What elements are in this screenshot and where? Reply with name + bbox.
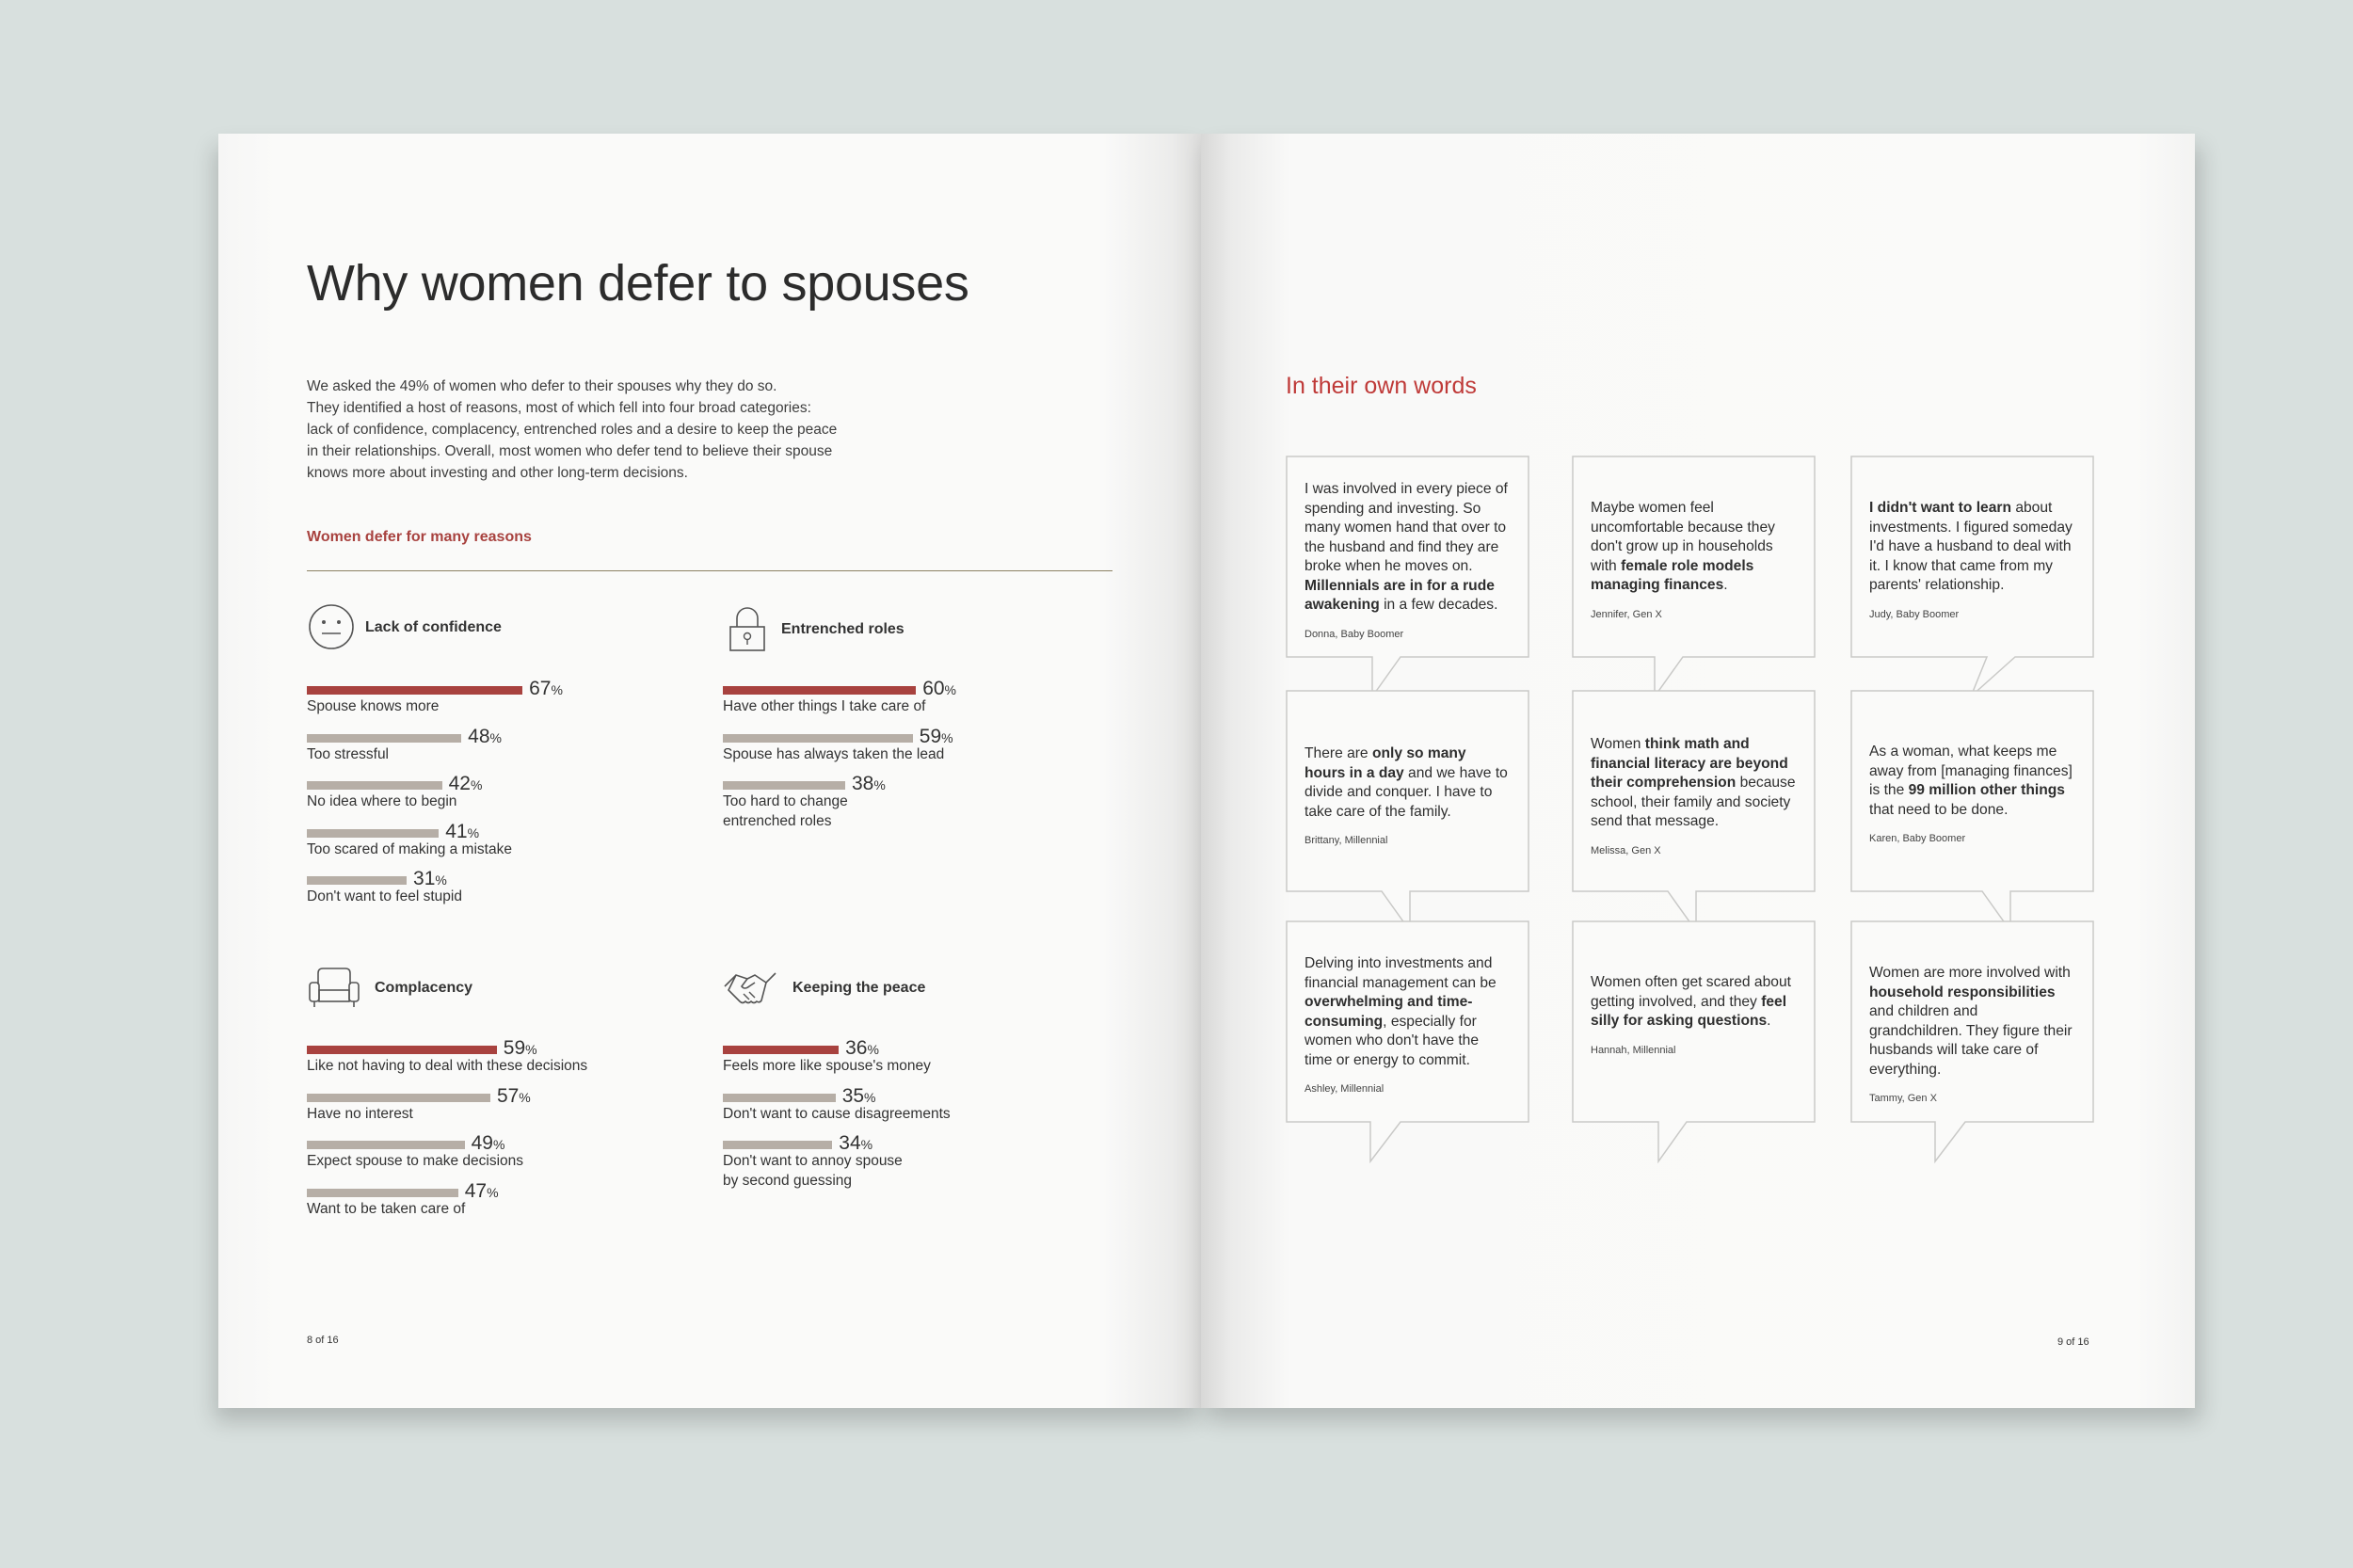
data-label: 31%: [413, 868, 447, 889]
data-label: 49%: [471, 1132, 505, 1154]
bar: [307, 1141, 465, 1149]
intro-paragraph: [307, 376, 890, 484]
intro-line: knows more about investing and other long-term decisions.: [307, 465, 688, 481]
quote-text: Women often get scared about getting involved, and they feel silly for asking questions.: [1591, 974, 1791, 1029]
quote-attribution: Tammy, Gen X: [1869, 1093, 1937, 1104]
speech-bubble: [1572, 920, 1817, 1165]
bar: [723, 686, 916, 695]
bar: [723, 1046, 839, 1054]
category-label: Want to be taken care of: [307, 1200, 466, 1217]
intro-line: We asked the 49% of women who defer to their spouses why they do so.: [307, 378, 777, 394]
bar: [307, 781, 442, 790]
intro-line: lack of confidence, complacency, entrenched roles and a desire to keep the peace: [307, 422, 838, 438]
bar: [723, 781, 845, 790]
category-label: No idea where to begin: [307, 793, 457, 809]
category-label: Like not having to deal with these decisions: [307, 1058, 588, 1074]
handshake-icon: [723, 962, 772, 1011]
data-label: 35%: [841, 1084, 876, 1107]
quote-attribution: Judy, Baby Boomer: [1869, 609, 1960, 620]
category-label: Spouse knows more: [307, 698, 440, 714]
category-label: Too hard to change entrenched roles: [723, 793, 848, 829]
bar: [307, 1046, 497, 1054]
bar: [307, 734, 461, 743]
data-label: 60%: [922, 678, 956, 699]
quote-attribution: Karen, Baby Boomer: [1869, 833, 1966, 844]
quote-attribution: Brittany, Millennial: [1305, 835, 1388, 846]
quotes-title: In their own words: [1286, 373, 1477, 399]
data-label: 67%: [529, 678, 563, 699]
data-label: 48%: [468, 725, 502, 747]
quote-text: I didn't want to learn about investments. I figured someday I'd have a husband to deal with it. I know that came from my parents' relationship.: [1869, 500, 2073, 593]
category-label: Don't want to cause disagreements: [723, 1105, 951, 1122]
category-label: Don't want to feel stupid: [307, 888, 462, 904]
category-label: Don't want to annoy spouse by second guessing: [723, 1153, 903, 1189]
quote-attribution: Jennifer, Gen X: [1591, 609, 1662, 620]
category-label: Have no interest: [307, 1105, 413, 1122]
bar: [307, 876, 407, 885]
bar: [307, 829, 439, 838]
data-label: 59%: [503, 1037, 537, 1059]
quote-attribution: Melissa, Gen X: [1591, 845, 1661, 856]
quote-attribution: Donna, Baby Boomer: [1305, 629, 1404, 640]
data-label: 38%: [851, 773, 886, 794]
category-label: Too stressful: [307, 745, 390, 762]
group-title-lack-of-confidence: Lack of confidence: [365, 619, 502, 635]
quote-attribution: Ashley, Millennial: [1305, 1083, 1385, 1095]
quote-text: Women are more involved with household responsibilities and children and grandchildren. They figure their husbands will take care of everything.: [1869, 965, 2073, 1078]
intro-line: They identified a host of reasons, most of which fell into four broad categories:: [307, 400, 811, 416]
data-label: 34%: [839, 1132, 873, 1154]
data-label: 59%: [919, 725, 953, 747]
quote-text: Maybe women feel uncomfortable because they don't grow up in households with female role models managing finances.: [1591, 500, 1775, 593]
bar: [307, 686, 522, 695]
category-label: Expect spouse to make decisions: [307, 1153, 524, 1169]
quote-text: As a woman, what keeps me away from [managing finances] is the 99 million other things that need to be done.: [1869, 744, 2073, 818]
group-title-keeping-the-peace: Keeping the peace: [792, 980, 926, 996]
padlock-icon: [723, 604, 772, 653]
bar: [307, 1094, 490, 1102]
page-number-left: 8 of 16: [307, 1335, 339, 1346]
category-label: Feels more like spouse's money: [723, 1058, 931, 1074]
data-label: 57%: [496, 1084, 531, 1107]
page-number-right: 9 of 16: [2057, 1336, 2089, 1348]
quote-text: I was involved in every piece of spending and investing. So many women hand that over to the husband and find they are broke when he moves on. Millennials are in for a rude awakening in a few decades.: [1305, 481, 1508, 613]
category-label: Too scared of making a mistake: [307, 840, 512, 857]
data-label: 42%: [448, 773, 483, 794]
group-title-complacency: Complacency: [375, 980, 473, 996]
page-title: Why women defer to spouses: [307, 255, 969, 312]
armchair-icon: [307, 962, 356, 1011]
group-title-entrenched-roles: Entrenched roles: [781, 621, 904, 637]
bar: [307, 1189, 458, 1197]
intro-line: in their relationships. Overall, most women who defer tend to believe their spouse: [307, 443, 833, 459]
neutral-face-icon: [307, 602, 356, 651]
divider-rule: [307, 570, 1112, 571]
data-label: 36%: [845, 1037, 879, 1059]
bar: [723, 1094, 836, 1102]
quote-text: There are only so many hours in a day and we have to divide and conquer. I have to take care of the family.: [1305, 745, 1508, 820]
category-label: Spouse has always taken the lead: [723, 745, 945, 762]
quote-text: Women think math and financial literacy are beyond their comprehension because school, their family and society send that message.: [1591, 736, 1796, 829]
data-label: 47%: [464, 1179, 499, 1202]
data-label: 41%: [445, 820, 480, 842]
quote-text: Delving into investments and financial management can be overwhelming and time-consuming, especially for women who don't have the time or energy to commit.: [1305, 955, 1497, 1068]
quote-attribution: Hannah, Millennial: [1591, 1045, 1676, 1056]
category-label: Have other things I take care of: [723, 698, 926, 714]
bar: [723, 1141, 832, 1149]
bar: [723, 734, 913, 743]
chart-subhead: Women defer for many reasons: [307, 529, 532, 545]
